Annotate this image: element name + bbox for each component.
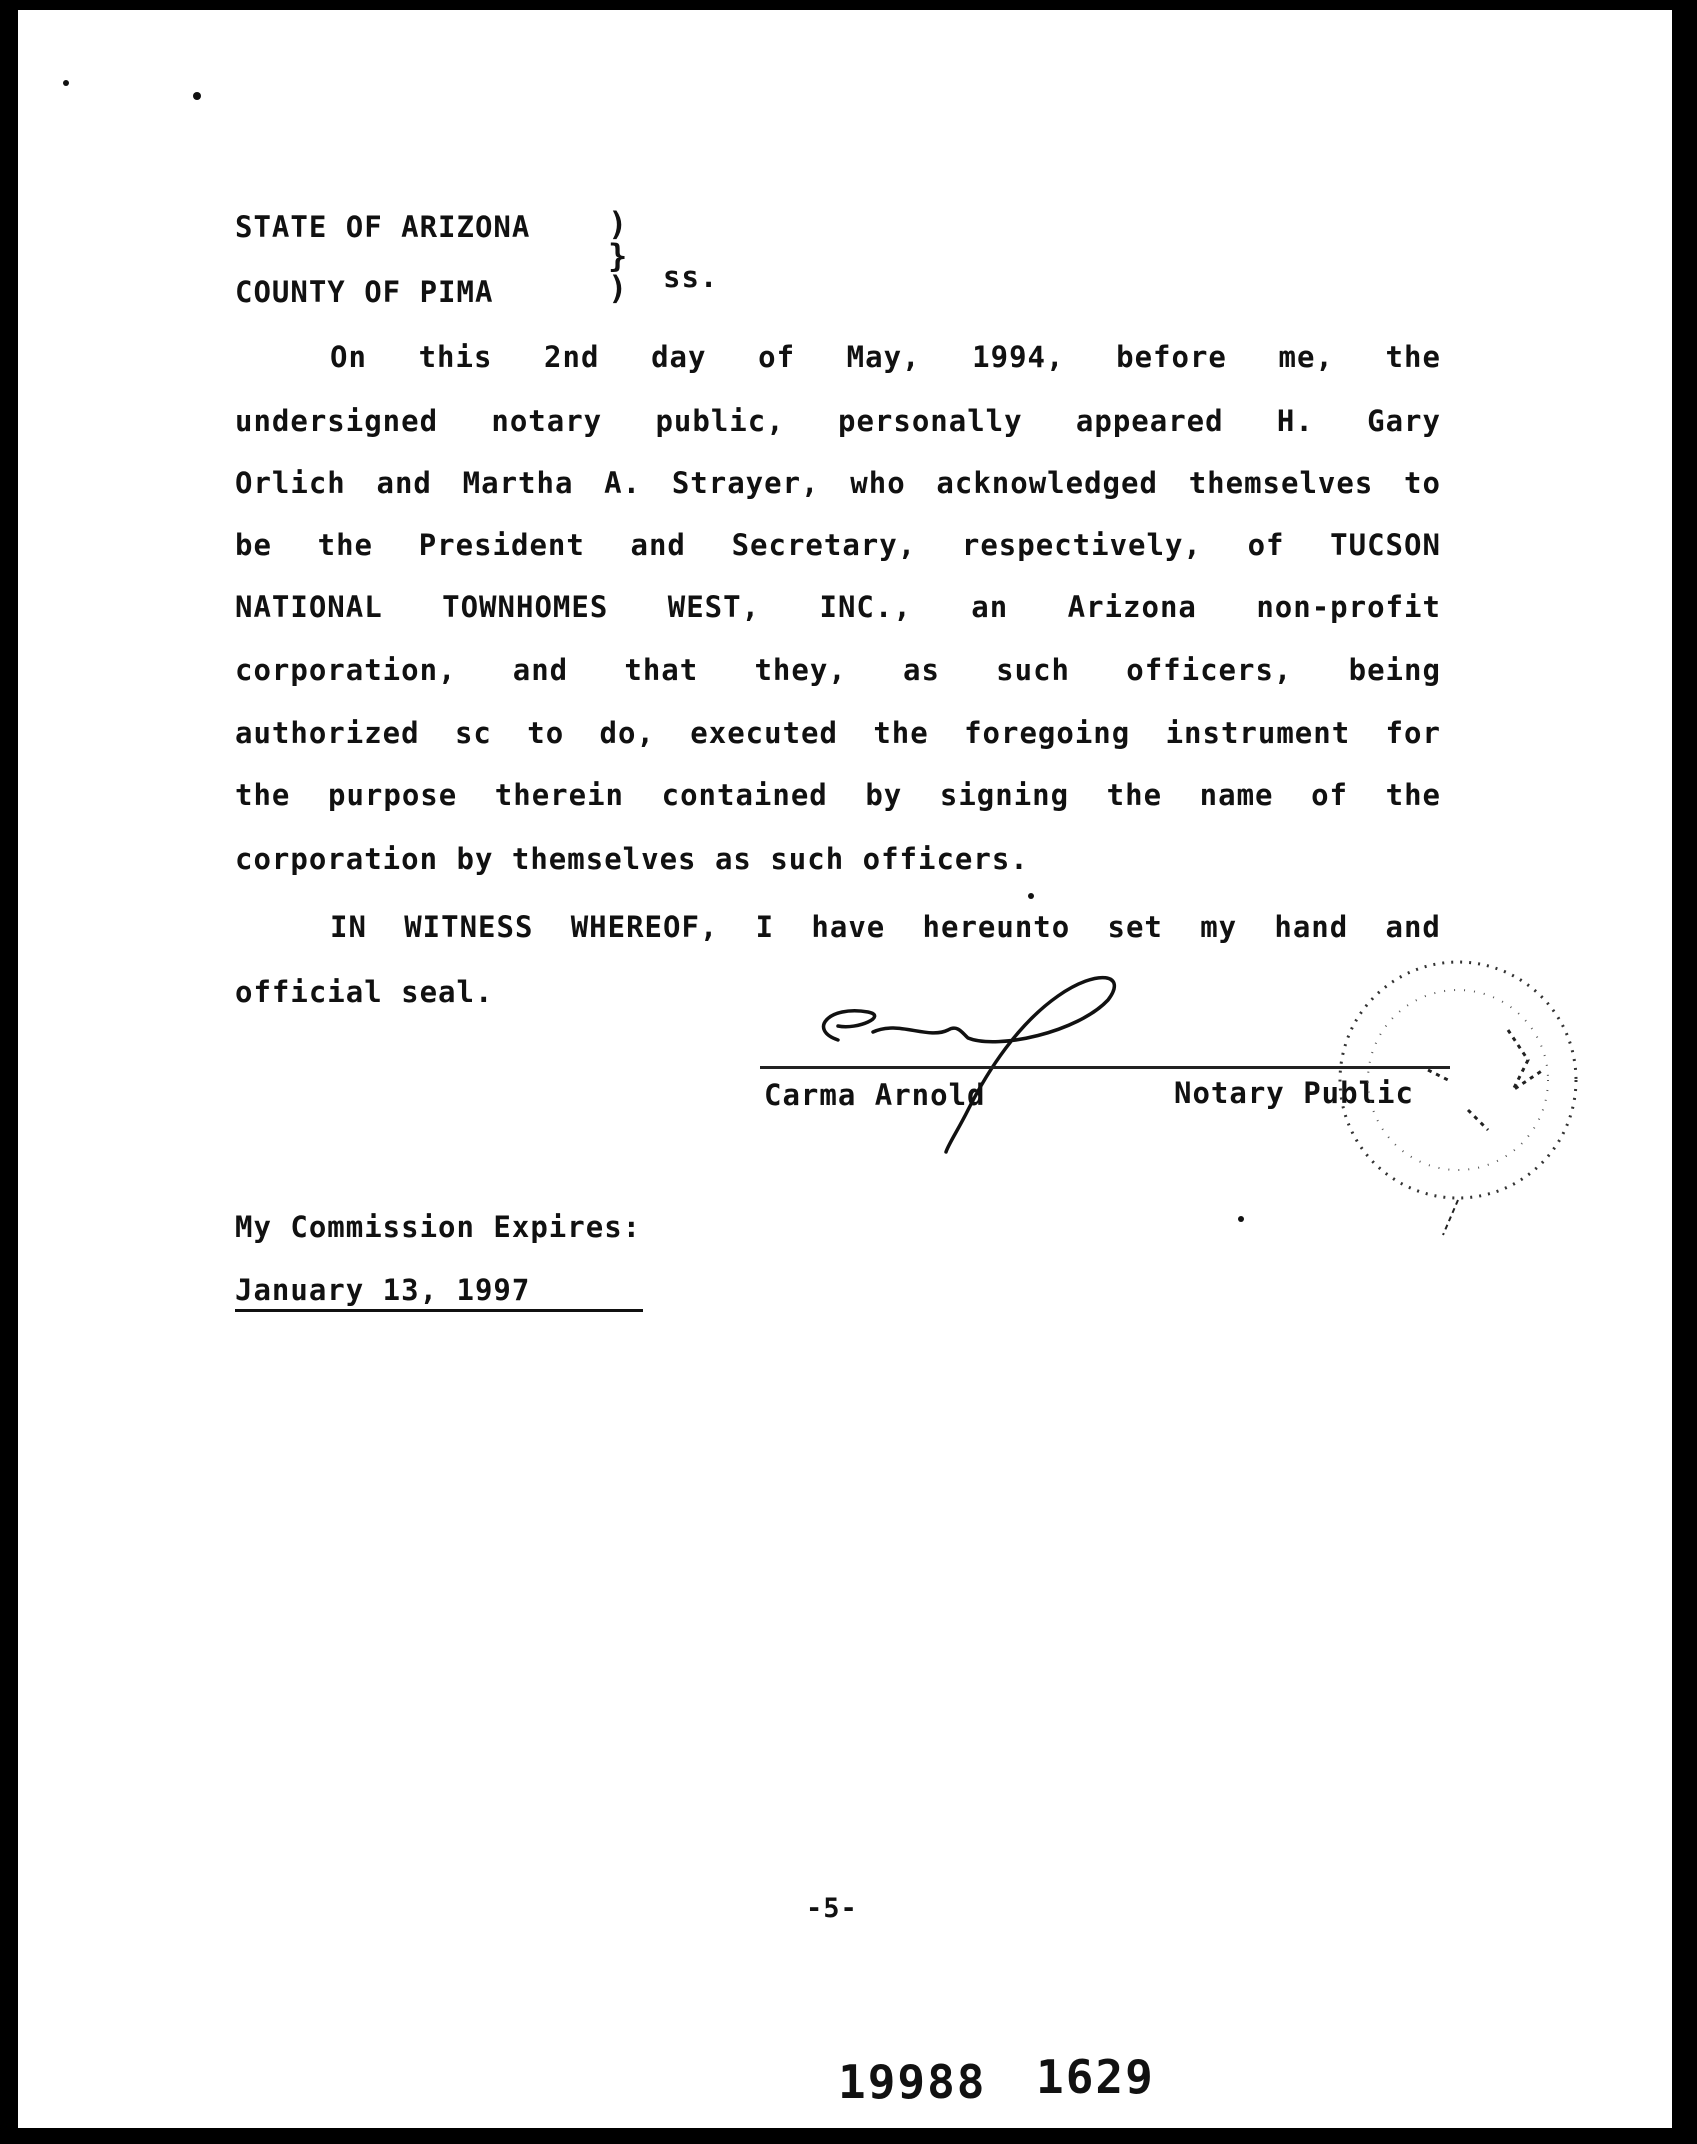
scan-speck xyxy=(63,80,69,86)
venue-ss: ss. xyxy=(663,260,719,294)
body-line-4: be the President and Secretary, respectively, of TUCSON xyxy=(235,528,1441,562)
body-line-7: authorized sc to do, executed the foregoing instrument for xyxy=(235,716,1441,750)
venue-county: COUNTY OF PIMA xyxy=(235,275,494,309)
body-line-8: the purpose therein contained by signing the name of the xyxy=(235,778,1441,812)
venue-bracket: ) } ) xyxy=(608,205,628,307)
signer-title: Notary Public xyxy=(1174,1076,1414,1110)
body-line-3: Orlich and Martha A. Strayer, who acknowledged themselves to xyxy=(235,466,1441,500)
body-last-line: corporation by themselves as such officers. xyxy=(235,842,1029,876)
body-line-5: NATIONAL TOWNHOMES WEST, INC., an Arizona non-profit xyxy=(235,590,1441,624)
recording-stamp-page: 1629 xyxy=(1036,2050,1155,2104)
scan-speck xyxy=(1238,1216,1244,1222)
commission-date: January 13, 1997 xyxy=(235,1273,643,1312)
venue-state: STATE OF ARIZONA xyxy=(235,210,531,244)
body-line-2: undersigned notary public, personally appeared H. Gary xyxy=(235,404,1441,438)
witness-line: IN WITNESS WHEREOF, I have hereunto set my hand and xyxy=(330,910,1441,944)
scan-speck xyxy=(1028,893,1034,899)
notary-signature xyxy=(798,960,1258,1160)
body-line-1: On this 2nd day of May, 1994, before me, the xyxy=(330,340,1441,374)
document-page xyxy=(18,10,1672,2128)
notary-seal xyxy=(1308,930,1638,1260)
commission-label: My Commission Expires: xyxy=(235,1210,642,1244)
scan-speck xyxy=(193,92,201,100)
witness-last-line: official seal. xyxy=(235,975,494,1009)
signer-name: Carma Arnold xyxy=(764,1078,986,1112)
recording-stamp-book: 19988 xyxy=(838,2055,987,2109)
body-line-6: corporation, and that they, as such officers, being xyxy=(235,653,1441,687)
page-number: -5- xyxy=(806,1893,858,1924)
